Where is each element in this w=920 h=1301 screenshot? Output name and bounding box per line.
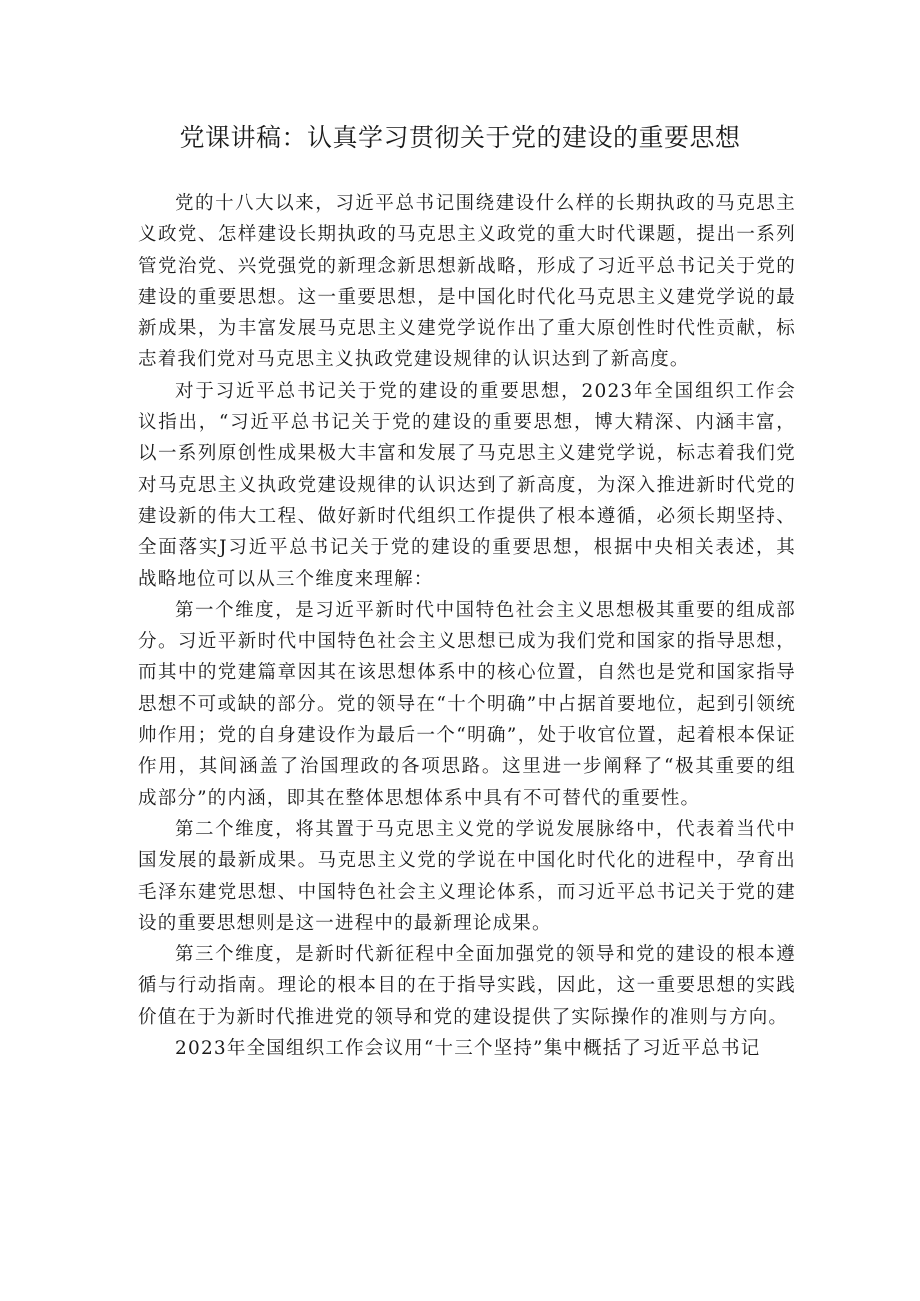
document-body (138, 188, 796, 1064)
paragraph-dimension-three: 第三个维度，是新时代新征程中全面加强党的领导和党的建设的根本遵循与行动指南。理论的根本目的在于指导实践，因此，这一重要思想的实践价值在于为新时代推进党的领导和党的建设提供了实际操作的准则与方向。 (138, 944, 796, 1028)
paragraph-intro: 党的十八大以来，习近平总书记围绕建设什么样的长期执政的马克思主义政党、怎样建设长期执政的马克思主义政党的重大时代课题，提出一系列管党治党、兴党强党的新理念新思想新战略，形成了习近平总书记关于党的建设的重要思想。这一重要思想，是中国化时代化马克思主义建党学说的最新成果，为丰富发展马克思主义建党学说作出了重大原创性时代性贡献，标志着我们党对马克思主义执政党建设规律的认识达到了新高度。 (138, 193, 796, 371)
paragraph-thirteen-adherences: 2023年全国组织工作会议用“十三个坚持”集中概括了习近平总书记 (175, 1038, 761, 1060)
paragraph-conference: 对于习近平总书记关于党的建设的重要思想，2023年全国组织工作会议指出，“习近平总书记关于党的建设的重要思想，博大精深、内涵丰富，以一系列原创性成果极大丰富和发展了马克思主义建党学说，标志着我们党对马克思主义执政党建设规律的认识达到了新高度，为深入推进新时代党的建设新的伟大工程、做好新时代组织工作提供了根本遵循，必须长期坚持、全面落实J习近平总书记关于党的建设的重要思想，根据中央相关表述，其战略地位可以从三个维度来理解： (138, 380, 796, 590)
document-title: 党课讲稿：认真学习贯彻关于党的建设的重要思想 (179, 123, 741, 152)
paragraph-dimension-one: 第一个维度，是习近平新时代中国特色社会主义思想极其重要的组成部分。习近平新时代中国特色社会主义思想已成为我们党和国家的指导思想，而其中的党建篇章因其在该思想体系中的核心位置，自然也是党和国家指导思想不可或缺的部分。党的领导在“十个明确”中占据首要地位，起到引领统帅作用；党的自身建设作为最后一个“明确”，处于收官位置，起着根本保证作用，其间涵盖了治国理政的各项思路。这里进一步阐释了“极其重要的组成部分”的内涵，即其在整体思想体系中具有不可替代的重要性。 (138, 599, 796, 809)
paragraph-dimension-two: 第二个维度，将其置于马克思主义党的学说发展脉络中，代表着当代中国发展的最新成果。马克思主义党的学说在中国化时代化的进程中，孕育出毛泽东建党思想、中国特色社会主义理论体系，而习近平总书记关于党的建设的重要思想则是这一进程中的最新理论成果。 (138, 818, 796, 934)
